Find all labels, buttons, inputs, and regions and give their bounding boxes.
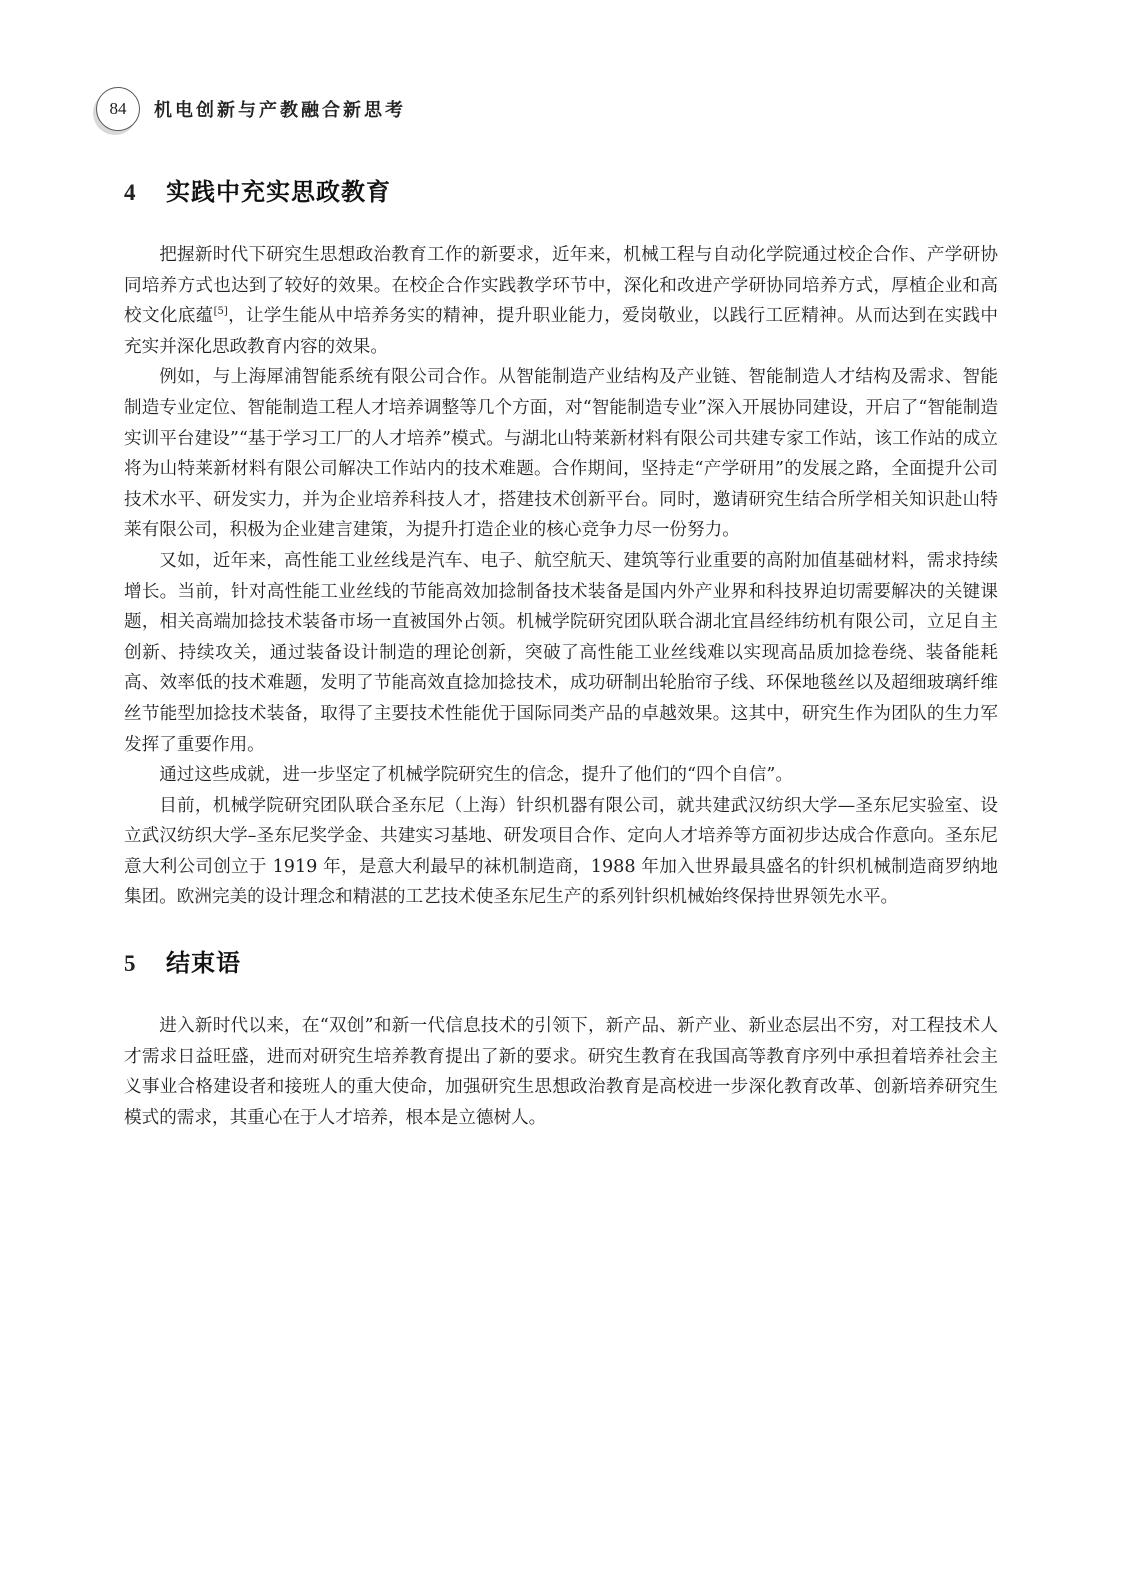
section-4-paragraph-1 [124,240,998,362]
section-4-paragraph-2: 例如，与上海犀浦智能系统有限公司合作。从智能制造产业结构及产业链、智能制造人才结构及需求、智能制造专业定位、智能制造工程人才培养调整等几个方面，对“智能制造专业”深入开展协同建设，开启了“智能制造实训平台建设”“基于学习工厂的人才培养”模式。与湖北山特莱新材料有限公司共建专家工作站，该工作站的成立将为山特莱新材料有限公司解决工作站内的技术难题。合作期间，坚持走“产学研用”的发展之路，全面提升公司技术水平、研发实力，并为企业培养科技人才，搭建技术创新平台。同时，邀请研究生结合所学相关知识赴山特莱有限公司，积极为企业建言建策，为提升打造企业的核心竞争力尽一份努力。 [124,367,998,541]
section-4-title: 实践中充实思政教育 [166,178,391,206]
section-4-paragraph-4: 通过这些成就，进一步坚定了机械学院研究生的信念，提升了他们的“四个自信”。 [159,765,793,786]
section-5-number: 5 [124,951,136,977]
page-header [96,84,406,134]
page-number: 84 [96,87,140,131]
section-4 [124,172,998,913]
section-4-heading [124,172,998,224]
section-5-title: 结束语 [166,949,241,978]
section-4-paragraph-5: 目前，机械学院研究团队联合圣东尼（上海）针织机器有限公司，就共建武汉纺织大学—圣东尼实验室、设立武汉纺织大学–圣东尼奖学金、共建实习基地、研发项目合作、定向人才培养等方面初步达成合作意向。圣东尼意大利公司创立于 1919 年，是意大利最早的袜机制造商，1988 年加入世界最具盛名的针织机械制造商罗纳地集团。欧洲完美的设计理念和精湛的工艺技术使圣东尼生产的系列针织机械始终保持世界领先水平。 [124,795,998,908]
section-5-heading [124,943,998,995]
citation-5: [5] [213,306,228,318]
paragraph-text: ，让学生能从中培养务实的精神，提升职业能力，爱岗敬业，以践行工匠精神。从而达到在实践中充实并深化思政教育内容的效果。 [124,306,998,357]
section-5-paragraph-1: 进入新时代以来，在“双创”和新一代信息技术的引领下，新产品、新产业、新业态层出不穷，对工程技术人才需求日益旺盛，进而对研究生培养教育提出了新的要求。研究生教育在我国高等教育序列中承担着培养社会主义事业合格建设者和接班人的重大使命，加强研究生思想政治教育是高校进一步深化教育改革、创新培养研究生模式的需求，其重心在于人才培养，根本是立德树人。 [124,1016,998,1128]
section-5 [124,943,998,1133]
running-title: 机电创新与产教融合新思考 [154,100,406,121]
section-4-number: 4 [124,180,136,205]
paragraph-text: 把握新时代下研究生思想政治教育工作的新要求，近年来，机械工程与自动化学院通过校企合作、产学研协同培养方式也达到了较好的效果。在校企合作实践教学环节中，深化和改进产学研协同培养方式，厚植企业和高校文化底蕴 [124,245,998,327]
section-4-paragraph-3: 又如，近年来，高性能工业丝线是汽车、电子、航空航天、建筑等行业重要的高附加值基础材料，需求持续增长。当前，针对高性能工业丝线的节能高效加捻制备技术装备是国内外产业界和科技界迫切需要解决的关键课题，相关高端加捻技术装备市场一直被国外占领。机械学院研究团队联合湖北宜昌经纬纺机有限公司，立足自主创新、持续攻关，通过装备设计制造的理论创新，突破了高性能工业丝线难以实现高品质加捻卷绕、装备能耗高、效率低的技术难题，发明了节能高效直捻加捻技术，成功研制出轮胎帘子线、环保地毯丝以及超细玻璃纤维丝节能型加捻技术装备，取得了主要技术性能优于国际同类产品的卓越效果。这其中，研究生作为团队的生力军发挥了重要作用。 [124,550,998,755]
page-body [124,172,998,1133]
